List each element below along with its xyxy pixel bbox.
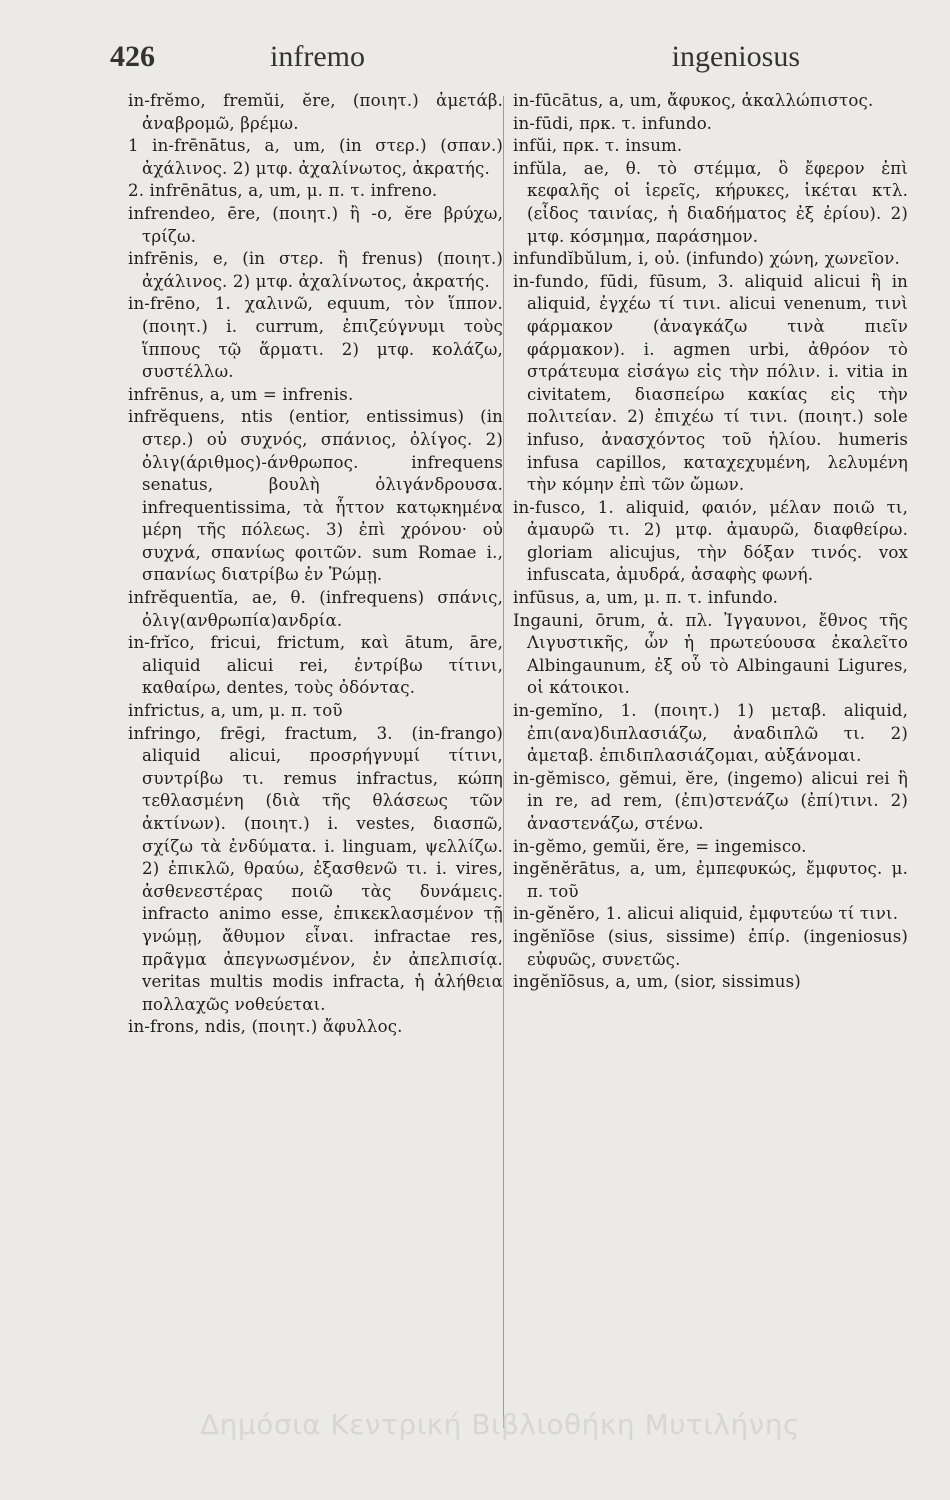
dictionary-entry: in-frēno, 1. χαλινῶ, equum, τὸν ἵππον. (ποιητ.) i. currum, ἐπιζεύγνυμι τοὺς ἵππους τῷ ἅρματι. 2) μτφ. κολάζω, συστέλλω. bbox=[128, 294, 503, 382]
page-number: 426 bbox=[110, 40, 155, 73]
dictionary-entry: in-fūdi, πρκ. τ. infundo. bbox=[513, 113, 713, 133]
dictionary-entry: in-gemĭno, 1. (ποιητ.) 1) μεταβ. aliquid, ἐπι(ανα)διπλασιάζω, ἀναδιπλῶ τι. 2) ἀμεταβ. ἐπιδιπλασιάζομαι, αὐξάνομαι. bbox=[513, 701, 908, 766]
dictionary-entry: in-fundo, fūdi, fūsum, 3. aliquid alicui ἢ in aliquid, ἐγχέω τί τινι. alicui venenum, τινὶ φάρμακον (ἀναγκάζω τινὰ πιεῖν φάρμακον). i. agmen urbi, ἀθρόον τὸ στράτευμα εἰσάγω εἰς τὴν πόλιν. i. vitia in civitatem, διασπείρω κακίας εἰς τὴν πολιτείαν. 2) ἐπιχέω τί τινι. (ποιητ.) sole infuso, ἀνασχόντος τοῦ ἡλίου. humeris infusa capillos, καταχεχυμένη, λελυμένη τὴν κόμην ἐπὶ τῶν ὤμων. bbox=[513, 271, 908, 495]
right-column bbox=[513, 90, 908, 1430]
dictionary-entry: infundĭbŭlum, i, οὐ. (infundo) χώνη, χωνεῖον. bbox=[513, 249, 900, 269]
dictionary-entry: infrendeo, ēre, (ποιητ.) ἢ -o, ĕre βρύχω, τρίζω. bbox=[128, 203, 503, 246]
dictionary-entry: infrēnus, a, um = infrenis. bbox=[128, 384, 354, 404]
dictionary-entry: infrictus, a, um, μ. π. τοῦ bbox=[128, 701, 343, 721]
dictionary-entry: infrĕquentĭa, ae, θ. (infrequens) σπάνις, ὀλιγ(ανθρωπία)ανδρία. bbox=[128, 588, 503, 630]
dictionary-entry: ingĕnĭōse (sius, sissime) ἐπίρ. (ingeniosus) εὐφυῶς, συνετῶς. bbox=[513, 926, 908, 969]
dictionary-entry: ingĕnĭōsus, a, um, (sior, sissimus) bbox=[513, 972, 801, 992]
dictionary-entry: infrēnis, e, (in στερ. ἢ frenus) (ποιητ.) ἀχάλινος. 2) μτφ. ἀχαλίνωτος, ἀκρατής. bbox=[128, 249, 503, 291]
dictionary-entry: in-gĕnĕro, 1. alicui aliquid, ἐμφυτεύω τί τινι. bbox=[513, 904, 899, 924]
dictionary-entry: in-gĕmisco, gĕmui, ĕre, (ingemo) alicui rei ἢ in re, ad rem, (ἐπι)στενάζω (ἐπί)τινι. 2) ἀναστενάζω, στένω. bbox=[513, 768, 908, 833]
dictionary-entry: infrĕquens, ntis (entior, entissimus) (in στερ.) οὐ συχνός, σπάνιος, ὀλίγος. 2) ὀλιγ(άριθμος)-άνθρωπος. infrequens senatus, βουλὴ ὀλιγάνδρουσα. infrequentissima, τὰ ἧττον κατῳκημένα μέρη τῆς πόλεως. 3) ἐπὶ χρόνου· οὐ συχνά, σπανίως φοιτῶν. sum Romae i., σπανίως διατρίβω ἐν Ῥώμῃ. bbox=[128, 407, 503, 585]
dictionary-entry: 2. infrēnātus, a, um, μ. π. τ. infreno. bbox=[128, 181, 438, 201]
dictionary-entry: in-fusco, 1. aliquid, φαιόν, μέλαν ποιῶ τι, ἀμαυρῶ τι. 2) μτφ. ἀμαυρῶ, διαφθείρω. gloriam alicujus, τὴν δόξαν τινός. vox infuscata, ἀμυδρά, ἀσαφὴς φωνή. bbox=[513, 497, 908, 585]
dictionary-columns bbox=[128, 90, 908, 1430]
dictionary-entry: in-gĕmo, gemŭi, ĕre, = ingemisco. bbox=[513, 836, 807, 856]
page-header bbox=[110, 32, 800, 82]
dictionary-entry: infŭla, ae, θ. τὸ στέμμα, ὃ ἔφερον ἐπὶ κεφαλῆς οἱ ἱερεῖς, κήρυκες, ἱκέται κτλ. (εἶδος ταινίας, ἡ διαδήματος ἐξ ἐρίου). 2) μτφ. κόσμημα, παράσημον. bbox=[513, 158, 908, 246]
library-watermark: Δημόσια Κεντρική Βιβλιοθήκη Μυτιλήνης bbox=[200, 1408, 800, 1441]
dictionary-entry: infūsus, a, um, μ. π. τ. infundo. bbox=[513, 588, 779, 608]
column-divider bbox=[503, 96, 504, 1428]
right-guide-word: ingeniosus bbox=[671, 40, 800, 73]
dictionary-entry: Ingauni, ōrum, ἀ. πλ. Ἰγγαυνοι, ἔθνος τῆς Λιγυστικῆς, ὧν ἡ πρωτεύουσα ἐκαλεῖτο Albingaunum, ἐξ οὗ τὸ Albingauni Ligures, οἱ κάτοικοι. bbox=[513, 610, 908, 698]
dictionary-entry: infringo, frēgi, fractum, 3. (in-frango) aliquid alicui, προσρήγνυμί τίτινι, συντρίβω τι. remus infractus, κώπη τεθλασμένη (διὰ τῆς θλάσεως τῶν ἀκτίνων). (ποιητ.) i. vestes, διασπῶ, σχίζω τὰ ἐνδύματα. i. linguam, ψελλίζω. 2) ἐπικλῶ, θραύω, ἐξασθενῶ τι. i. vires, ἀσθενεστέρας ποιῶ τὰς δυνάμεις. infracto animo esse, ἐπικεκλασμένον τῇ γνώμῃ, ἄθυμον εἶναι. infractae res, πρᾶγμα ἀπεγνωσμένον, ἐν ἀπελπισίᾳ. veritas multis modis infracta, ἡ ἀλήθεια πολλαχῶς νοθεύεται. bbox=[128, 723, 503, 1014]
dictionary-entry: in-frĭco, fricui, frictum, καὶ ātum, āre, aliquid alicui rei, ἐντρίβω τίτινι, καθαίρω, dentes, τοὺς ὀδόντας. bbox=[128, 633, 503, 698]
left-guide-word: infremo bbox=[270, 40, 365, 73]
dictionary-entry: 1 in-frēnātus, a, um, (in στερ.) (σπαν.) ἀχάλινος. 2) μτφ. ἀχαλίνωτος, ἀκρατής. bbox=[128, 136, 503, 178]
dictionary-entry: in-fūcātus, a, um, ἄφυκος, ἀκαλλώπιστος. bbox=[513, 91, 874, 110]
dictionary-entry: ingĕnĕrātus, a, um, ἐμπεφυκώς, ἔμφυτος. μ. π. τοῦ bbox=[513, 859, 908, 901]
dictionary-entry: infŭi, πρκ. τ. insum. bbox=[513, 136, 683, 156]
left-column bbox=[128, 90, 503, 1430]
dictionary-entry: in-frons, ndis, (ποιητ.) ἄφυλλος. bbox=[128, 1017, 403, 1037]
dictionary-entry: in-frĕmo, fremŭi, ĕre, (ποιητ.) ἀμετάβ. ἀναβρομῶ, βρέμω. bbox=[128, 91, 503, 133]
